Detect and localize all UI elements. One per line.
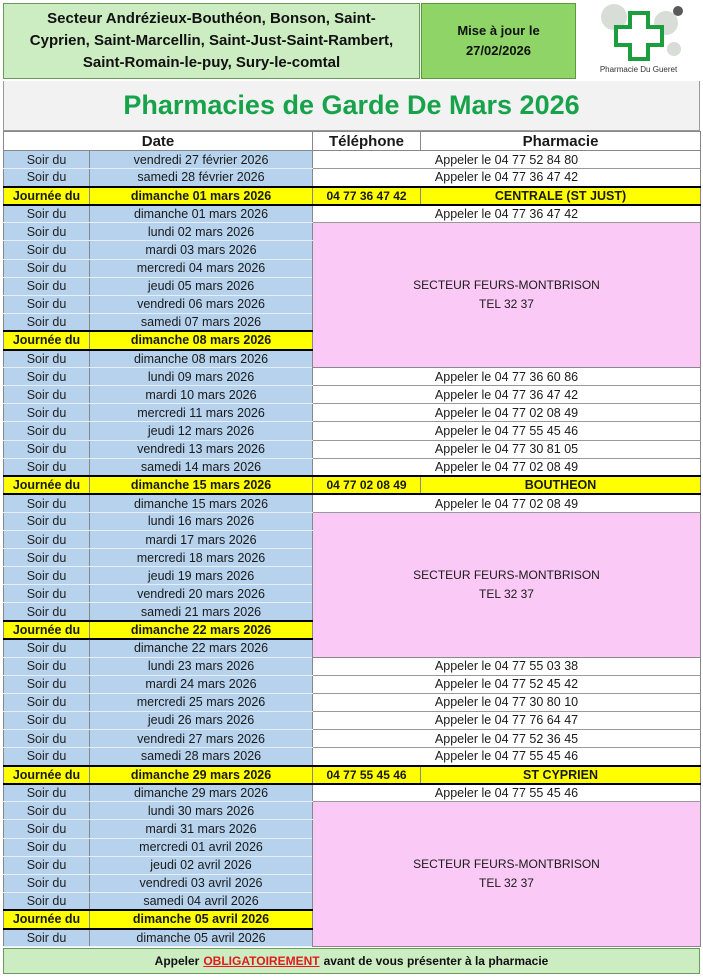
footer-text: avant de vous présenter à la pharmacie	[323, 954, 549, 968]
row-date: samedi 07 mars 2026	[90, 313, 313, 331]
row-label: Journée du	[4, 621, 90, 639]
row-label: Soir du	[4, 585, 90, 603]
evening-duty-row	[4, 730, 701, 748]
call-instruction: Appeler le 04 77 36 60 86	[313, 368, 701, 386]
call-instruction: Appeler le 04 77 36 47 42	[313, 169, 701, 187]
row-label: Soir du	[4, 838, 90, 856]
schedule-table	[3, 131, 701, 947]
evening-duty-row	[4, 458, 701, 476]
row-date: jeudi 19 mars 2026	[90, 567, 313, 585]
row-label: Soir du	[4, 784, 90, 802]
row-date: mardi 31 mars 2026	[90, 820, 313, 838]
schedule-rows	[4, 151, 701, 947]
row-date: mercredi 25 mars 2026	[90, 693, 313, 711]
row-label: Soir du	[4, 693, 90, 711]
evening-duty-row	[4, 748, 701, 766]
evening-duty-row	[4, 169, 701, 187]
row-date: dimanche 05 avril 2026	[90, 910, 313, 928]
row-date: samedi 14 mars 2026	[90, 458, 313, 476]
row-label: Soir du	[4, 730, 90, 748]
day-duty-row	[4, 766, 701, 784]
row-date: samedi 04 avril 2026	[90, 892, 313, 910]
row-label: Soir du	[4, 549, 90, 567]
row-label: Soir du	[4, 241, 90, 259]
row-label: Soir du	[4, 259, 90, 277]
sector-phone: TEL 32 37	[479, 297, 534, 312]
update-date: 27/02/2026	[465, 43, 532, 58]
call-instruction: Appeler le 04 77 02 08 49	[313, 404, 701, 422]
logo-caption: Pharmacie Du Gueret	[599, 65, 678, 74]
evening-duty-row	[4, 205, 701, 223]
row-label: Journée du	[4, 766, 90, 784]
row-label: Soir du	[4, 169, 90, 187]
evening-duty-row	[4, 223, 701, 241]
evening-duty-row	[4, 693, 701, 711]
row-label: Soir du	[4, 639, 90, 657]
row-date: dimanche 29 mars 2026	[90, 766, 313, 784]
row-date: dimanche 15 mars 2026	[90, 476, 313, 494]
row-date: vendredi 20 mars 2026	[90, 585, 313, 603]
row-date: mercredi 11 mars 2026	[90, 404, 313, 422]
row-date: mercredi 01 avril 2026	[90, 838, 313, 856]
pharmacy-logo	[577, 3, 700, 79]
sector-line: Cyprien, Saint-Marcellin, Saint-Just-Saint-Rambert,	[29, 32, 394, 49]
evening-duty-row	[4, 440, 701, 458]
row-date: jeudi 02 avril 2026	[90, 856, 313, 874]
evening-duty-row	[4, 422, 701, 440]
update-label: Mise à jour le	[457, 23, 540, 38]
evening-duty-row	[4, 368, 701, 386]
row-label: Soir du	[4, 386, 90, 404]
pharmacy-column-header: Pharmacie	[421, 132, 701, 151]
sector-name: SECTEUR FEURS-MONTBRISON	[413, 278, 600, 293]
evening-duty-row	[4, 151, 701, 169]
call-instruction: Appeler le 04 77 52 84 80	[313, 151, 701, 169]
sector-referral	[313, 223, 701, 368]
row-date: mardi 24 mars 2026	[90, 675, 313, 693]
row-date: dimanche 05 avril 2026	[90, 929, 313, 947]
row-label: Soir du	[4, 151, 90, 169]
call-instruction: Appeler le 04 77 30 81 05	[313, 440, 701, 458]
row-date: mardi 17 mars 2026	[90, 530, 313, 548]
evening-duty-row	[4, 784, 701, 802]
row-date: dimanche 22 mars 2026	[90, 639, 313, 657]
footer-notice	[3, 948, 700, 974]
row-date: lundi 23 mars 2026	[90, 657, 313, 675]
row-label: Soir du	[4, 530, 90, 548]
call-instruction: Appeler le 04 77 55 45 46	[313, 422, 701, 440]
row-label: Soir du	[4, 440, 90, 458]
pharmacy-name: BOUTHEON	[421, 476, 701, 494]
pharmacy-name: ST CYPRIEN	[421, 766, 701, 784]
row-date: samedi 28 février 2026	[90, 169, 313, 187]
sector-referral	[313, 802, 701, 947]
row-label: Soir du	[4, 494, 90, 512]
row-label: Soir du	[4, 929, 90, 947]
day-duty-row	[4, 187, 701, 205]
pharmacy-phone: 04 77 55 45 46	[313, 766, 421, 784]
row-label: Soir du	[4, 458, 90, 476]
pharmacy-phone: 04 77 02 08 49	[313, 476, 421, 494]
row-label: Journée du	[4, 910, 90, 928]
pharmacy-name: CENTRALE (ST JUST)	[421, 187, 701, 205]
evening-duty-row	[4, 657, 701, 675]
row-label: Soir du	[4, 675, 90, 693]
date-column-header: Date	[4, 132, 313, 151]
row-label: Soir du	[4, 350, 90, 368]
evening-duty-row	[4, 494, 701, 512]
row-date: jeudi 05 mars 2026	[90, 277, 313, 295]
pharmacy-phone: 04 77 36 47 42	[313, 187, 421, 205]
sector-header	[3, 3, 420, 79]
row-label: Soir du	[4, 874, 90, 892]
call-instruction: Appeler le 04 77 52 36 45	[313, 730, 701, 748]
row-label: Soir du	[4, 295, 90, 313]
row-label: Soir du	[4, 313, 90, 331]
evening-duty-row	[4, 512, 701, 530]
row-date: jeudi 12 mars 2026	[90, 422, 313, 440]
sector-name: SECTEUR FEURS-MONTBRISON	[413, 567, 600, 582]
row-date: vendredi 03 avril 2026	[90, 874, 313, 892]
row-date: dimanche 29 mars 2026	[90, 784, 313, 802]
page-title: Pharmacies de Garde De Mars 2026	[3, 81, 700, 131]
evening-duty-row	[4, 386, 701, 404]
call-instruction: Appeler le 04 77 02 08 49	[313, 494, 701, 512]
row-label: Soir du	[4, 603, 90, 621]
row-label: Soir du	[4, 567, 90, 585]
call-instruction: Appeler le 04 77 52 45 42	[313, 675, 701, 693]
row-label: Soir du	[4, 223, 90, 241]
row-date: mardi 03 mars 2026	[90, 241, 313, 259]
row-label: Soir du	[4, 856, 90, 874]
row-date: mardi 10 mars 2026	[90, 386, 313, 404]
row-date: vendredi 27 mars 2026	[90, 730, 313, 748]
row-date: lundi 16 mars 2026	[90, 512, 313, 530]
call-instruction: Appeler le 04 77 36 47 42	[313, 386, 701, 404]
row-date: vendredi 27 février 2026	[90, 151, 313, 169]
update-box	[421, 3, 576, 79]
row-date: jeudi 26 mars 2026	[90, 711, 313, 729]
footer-emphasis: OBLIGATOIREMENT	[203, 954, 320, 968]
row-date: dimanche 01 mars 2026	[90, 187, 313, 205]
row-date: dimanche 01 mars 2026	[90, 205, 313, 223]
row-label: Soir du	[4, 802, 90, 820]
row-label: Soir du	[4, 404, 90, 422]
row-label: Soir du	[4, 657, 90, 675]
row-label: Soir du	[4, 820, 90, 838]
row-label: Soir du	[4, 368, 90, 386]
footer-text: Appeler	[154, 954, 200, 968]
row-label: Journée du	[4, 187, 90, 205]
row-label: Soir du	[4, 205, 90, 223]
row-date: dimanche 15 mars 2026	[90, 494, 313, 512]
call-instruction: Appeler le 04 77 30 80 10	[313, 693, 701, 711]
sector-phone: TEL 32 37	[479, 876, 534, 891]
call-instruction: Appeler le 04 77 55 45 46	[313, 784, 701, 802]
row-date: mercredi 18 mars 2026	[90, 549, 313, 567]
table-header-row	[4, 132, 701, 151]
call-instruction: Appeler le 04 77 55 45 46	[313, 748, 701, 766]
row-date: mercredi 04 mars 2026	[90, 259, 313, 277]
row-date: lundi 30 mars 2026	[90, 802, 313, 820]
row-date: dimanche 08 mars 2026	[90, 331, 313, 349]
sector-referral	[313, 512, 701, 657]
row-label: Journée du	[4, 331, 90, 349]
row-label: Soir du	[4, 711, 90, 729]
sector-phone: TEL 32 37	[479, 586, 534, 601]
evening-duty-row	[4, 675, 701, 693]
call-instruction: Appeler le 04 77 02 08 49	[313, 458, 701, 476]
sector-line: Saint-Romain-le-puy, Sury-le-comtal	[82, 54, 341, 71]
row-label: Soir du	[4, 892, 90, 910]
row-date: samedi 28 mars 2026	[90, 748, 313, 766]
row-date: lundi 09 mars 2026	[90, 368, 313, 386]
row-label: Soir du	[4, 422, 90, 440]
row-label: Soir du	[4, 748, 90, 766]
evening-duty-row	[4, 711, 701, 729]
sector-name: SECTEUR FEURS-MONTBRISON	[413, 857, 600, 872]
day-duty-row	[4, 476, 701, 494]
sector-line: Secteur Andrézieux-Bouthéon, Bonson, Saint-	[47, 10, 376, 27]
phone-column-header: Téléphone	[313, 132, 421, 151]
call-instruction: Appeler le 04 77 76 64 47	[313, 711, 701, 729]
row-date: dimanche 08 mars 2026	[90, 350, 313, 368]
row-label: Soir du	[4, 512, 90, 530]
evening-duty-row	[4, 404, 701, 422]
row-date: samedi 21 mars 2026	[90, 603, 313, 621]
row-date: vendredi 13 mars 2026	[90, 440, 313, 458]
row-label: Soir du	[4, 277, 90, 295]
row-date: dimanche 22 mars 2026	[90, 621, 313, 639]
pharmacy-cross-icon	[584, 3, 694, 65]
row-date: vendredi 06 mars 2026	[90, 295, 313, 313]
call-instruction: Appeler le 04 77 36 47 42	[313, 205, 701, 223]
evening-duty-row	[4, 802, 701, 820]
call-instruction: Appeler le 04 77 55 03 38	[313, 657, 701, 675]
row-label: Journée du	[4, 476, 90, 494]
row-date: lundi 02 mars 2026	[90, 223, 313, 241]
